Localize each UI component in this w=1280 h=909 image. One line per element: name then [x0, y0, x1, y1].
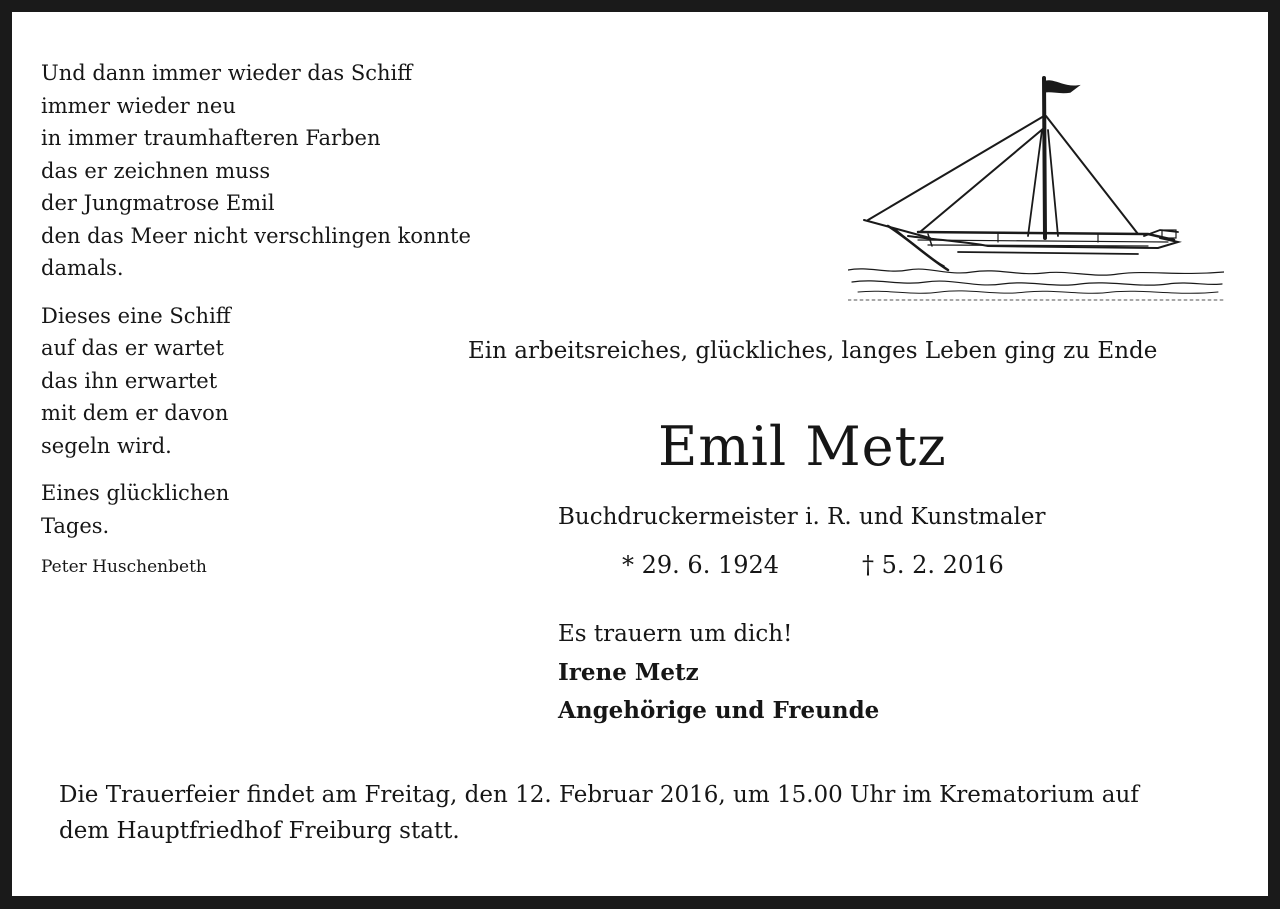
deceased-name: Emil Metz: [658, 415, 947, 478]
death-date: † 5. 2. 2016: [862, 551, 1004, 579]
poem-author: Peter Huschenbeth: [41, 557, 207, 577]
poem-line: Tages.: [41, 513, 110, 538]
funeral-line: dem Hauptfriedhof Freiburg statt.: [59, 818, 460, 844]
mourners-lead: Es trauern um dich!: [558, 621, 793, 647]
sailing-ship-drawing-icon: [848, 70, 1224, 302]
poem-line: Und dann immer wieder das Schiff: [41, 61, 413, 85]
poem-line: mit dem er davon: [41, 401, 229, 425]
poem-stanza-1: [41, 57, 511, 285]
intro-text: Ein arbeitsreiches, glückliches, langes Leben ging zu Ende: [468, 338, 1158, 364]
poem-line: auf das er wartet: [41, 336, 224, 360]
poem: [41, 57, 511, 579]
poem-stanza-3: [41, 477, 511, 542]
poem-line: das ihn erwartet: [41, 368, 218, 393]
mourners: [558, 615, 879, 731]
obituary-notice: [12, 12, 1268, 896]
poem-line: den das Meer nicht verschlingen konnte: [41, 223, 471, 248]
funeral-info: [59, 777, 1249, 849]
funeral-line: Die Trauerfeier findet am Freitag, den 12. Februar 2016, um 15.00 Uhr im Krematorium auf: [59, 782, 1139, 808]
poem-line: damals.: [41, 256, 124, 280]
mourner-name: Angehörige und Freunde: [558, 697, 880, 724]
poem-line: immer wieder neu: [41, 93, 236, 118]
poem-line: Eines glücklichen: [41, 481, 230, 505]
poem-line: in immer traumhafteren Farben: [41, 126, 381, 150]
mourner-name: Irene Metz: [558, 658, 699, 686]
poem-line: das er zeichnen muss: [41, 158, 271, 183]
poem-line: Dieses eine Schiff: [41, 303, 231, 328]
birth-date: * 29. 6. 1924: [622, 551, 780, 579]
poem-line: der Jungmatrose Emil: [41, 191, 275, 215]
deceased-profession: Buchdruckermeister i. R. und Kunstmaler: [558, 504, 1046, 530]
poem-stanza-2: [41, 300, 511, 463]
poem-line: segeln wird.: [41, 433, 172, 458]
